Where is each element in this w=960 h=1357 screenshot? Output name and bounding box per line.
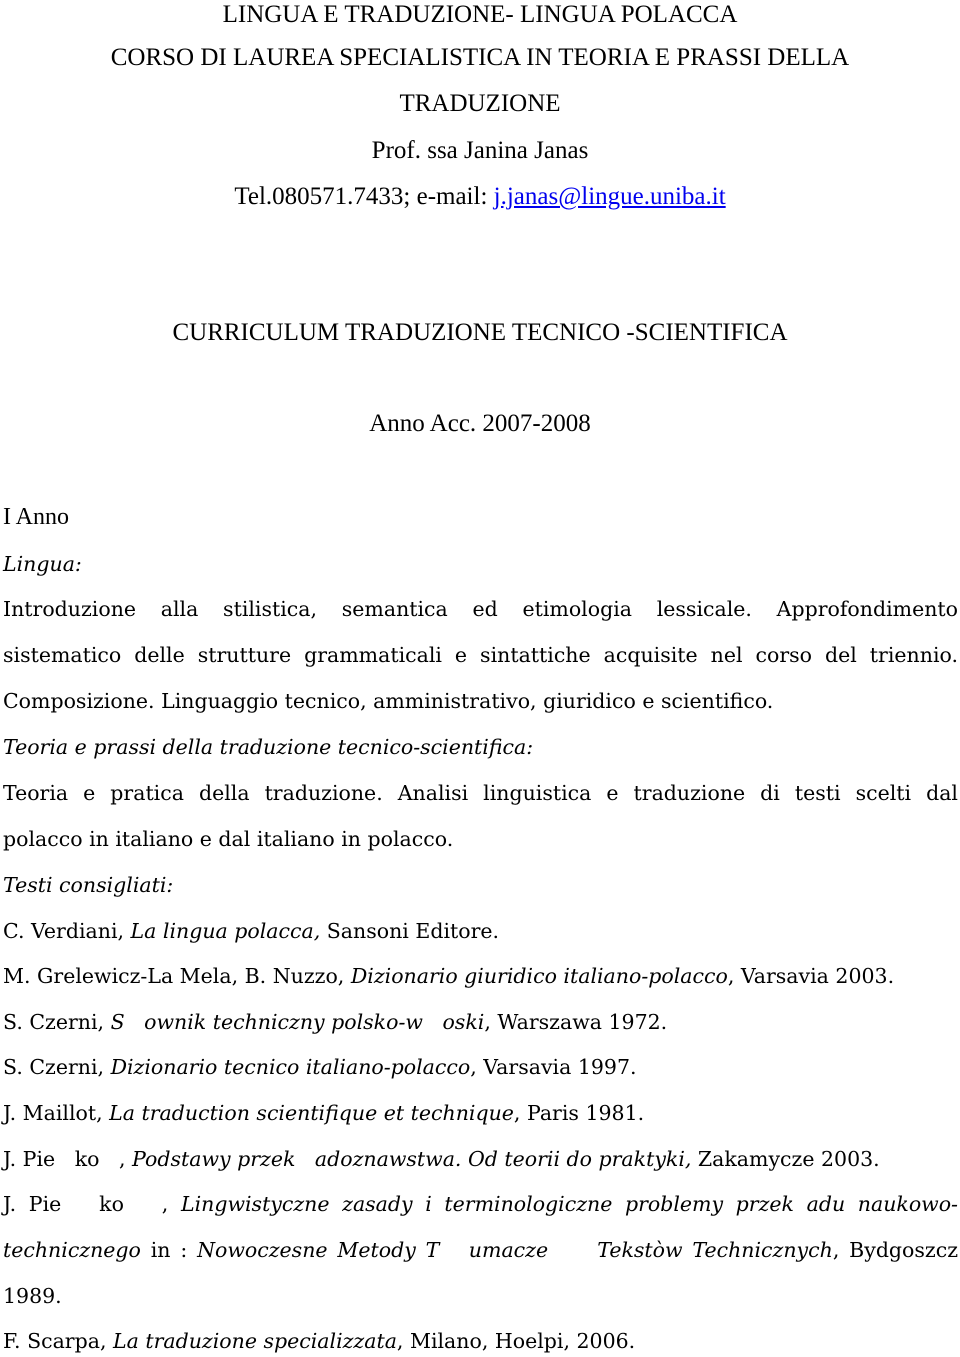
testi-heading: Testi consigliati:: [3, 873, 174, 897]
teoria-text-line: Teoria e pratica della traduzione. Analisi linguistica e traduzione di testi scelti dal: [3, 781, 958, 805]
bibliography-entry-continued: 1989.: [3, 1284, 62, 1308]
curriculum-title: CURRICULUM TRADUZIONE TECNICO -SCIENTIFICA: [172, 319, 788, 346]
year-heading: I Anno: [3, 504, 69, 530]
degree-line-2: TRADUZIONE: [399, 90, 561, 117]
lingua-heading: Lingua:: [3, 552, 82, 576]
lingua-text-line: Composizione. Linguaggio tecnico, amministrativo, giuridico e scientifico.: [3, 689, 774, 713]
course-title: LINGUA E TRADUZIONE- LINGUA POLACCA: [222, 1, 738, 28]
professor-name: Prof. ssa Janina Janas: [371, 137, 589, 164]
bibliography-entry: S. Czerni, S ownik techniczny polsko-w oski, Warszawa 1972.: [3, 1010, 668, 1034]
bibliography-entry: S. Czerni, Dizionario tecnico italiano-polacco, Varsavia 1997.: [3, 1055, 637, 1079]
bibliography-entry: F. Scarpa, La traduzione specializzata, Milano, Hoelpi, 2006.: [3, 1329, 636, 1353]
bibliography-entry: C. Verdiani, La lingua polacca, Sansoni Editore.: [3, 919, 500, 943]
teoria-text-line: polacco in italiano e dal italiano in polacco.: [3, 827, 454, 851]
lingua-text-line: sistematico delle strutture grammaticali e sintattiche acquisite nel corso del triennio.: [3, 643, 958, 667]
contact-line: [0, 182, 960, 212]
lingua-text-line: Introduzione alla stilistica, semantica ed etimologia lessicale. Approfondimento: [3, 597, 958, 621]
telephone-text: Tel.080571.7433; e-mail:: [234, 183, 494, 210]
bibliography-entry: M. Grelewicz-La Mela, B. Nuzzo, Dizionario giuridico italiano-polacco, Varsavia 2003.: [3, 964, 895, 988]
bibliography-entry: J. Pie ko , Lingwistyczne zasady i terminologiczne problemy przek adu naukowo-: [3, 1192, 958, 1216]
bibliography-entry: J. Maillot, La traduction scientifique et technique, Paris 1981.: [3, 1101, 645, 1125]
bibliography-entry-continued: technicznego in : Nowoczesne Metody T umacze Tekstòw Technicznych, Bydgoszcz: [3, 1238, 959, 1262]
email-link[interactable]: j.janas@lingue.uniba.it: [493, 183, 726, 210]
bibliography-entry: J. Pie ko , Podstawy przek adoznawstwa. Od teorii do praktyki, Zakamycze 2003.: [3, 1147, 880, 1171]
degree-line: CORSO DI LAUREA SPECIALISTICA IN TEORIA E PRASSI DELLA: [110, 44, 850, 71]
teoria-heading: Teoria e prassi della traduzione tecnico-scientifica:: [3, 735, 534, 759]
academic-year: Anno Acc. 2007-2008: [369, 410, 591, 437]
